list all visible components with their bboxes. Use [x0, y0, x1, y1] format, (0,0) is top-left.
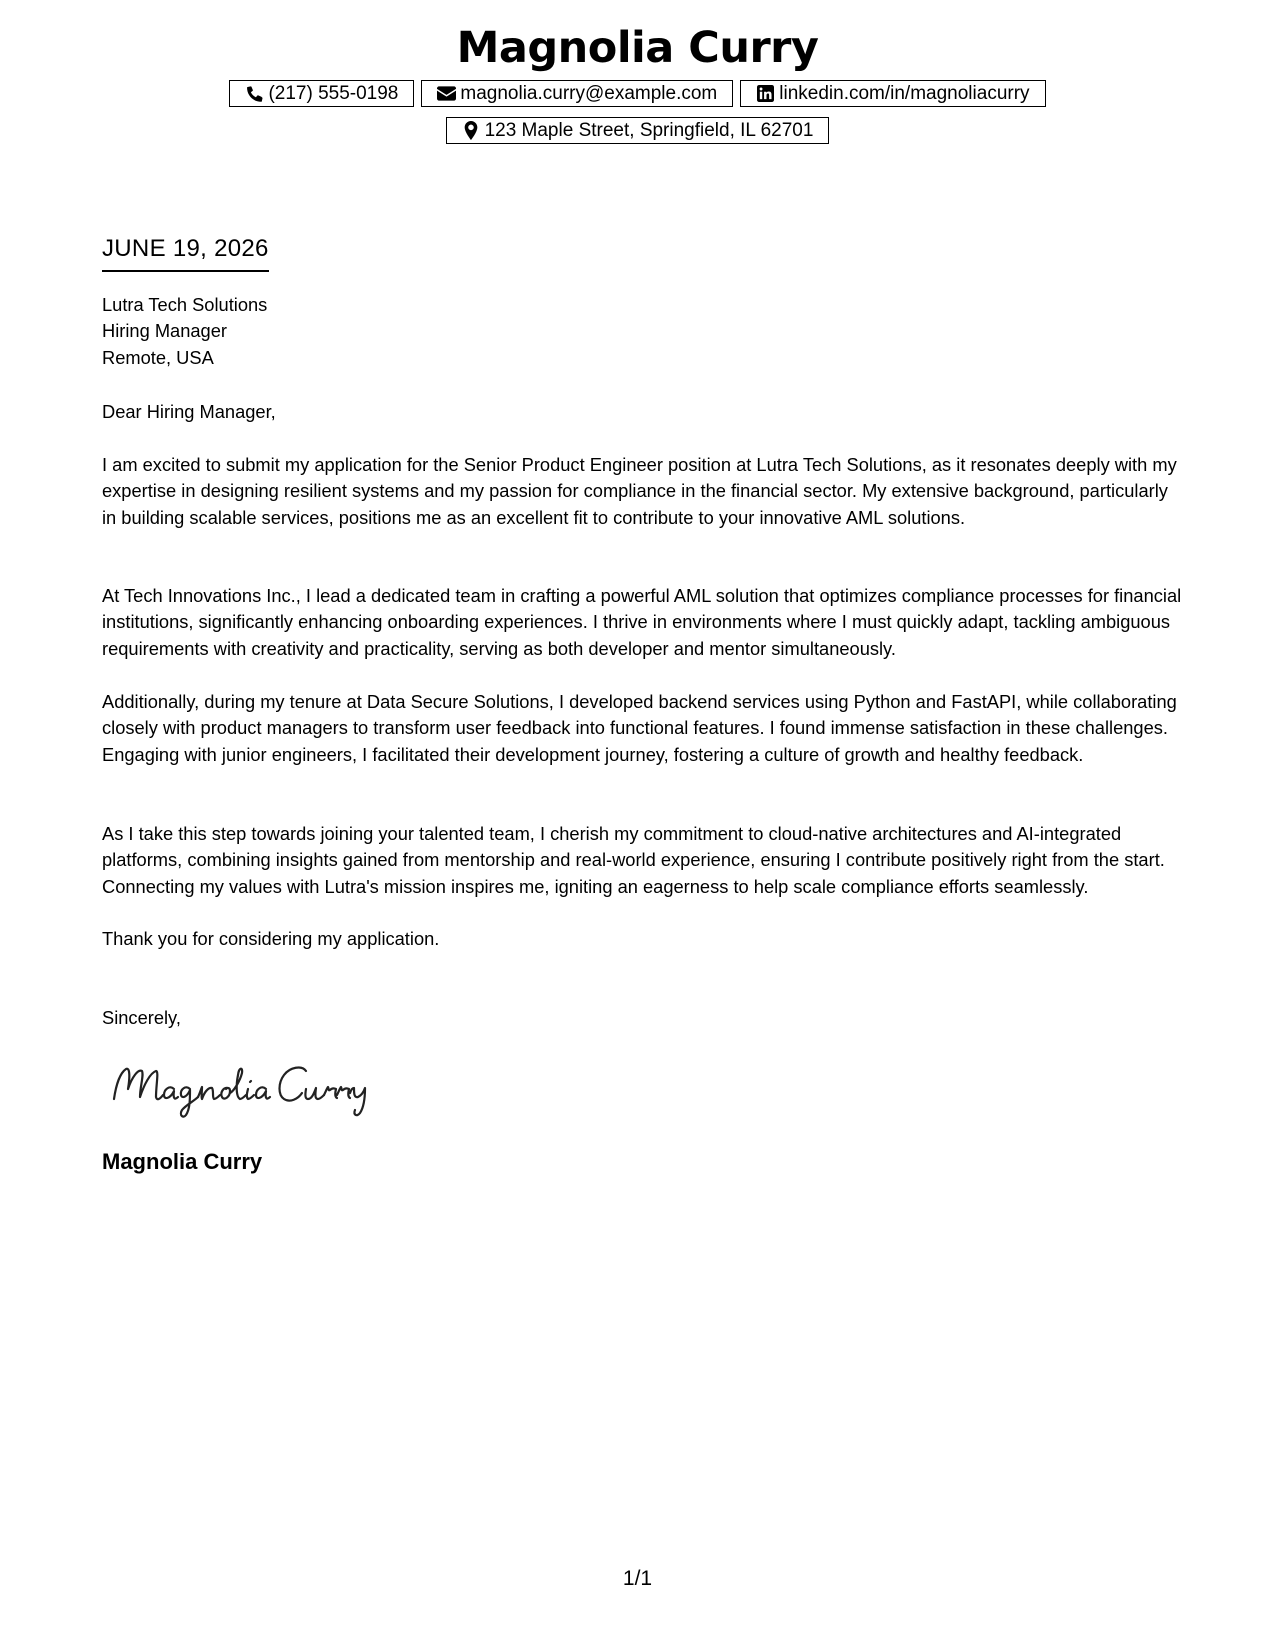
linkedin-icon: [756, 84, 775, 103]
applicant-name-heading: Magnolia Curry: [456, 23, 819, 73]
map-marker-icon: [462, 121, 481, 140]
recipient-location: Remote, USA: [102, 346, 214, 368]
thanks-line: Thank you for considering my application.: [102, 928, 440, 949]
phone-text: (217) 555-0198: [268, 83, 399, 104]
contact-row-secondary: [0, 117, 1275, 144]
linkedin-chip[interactable]: [740, 80, 1045, 107]
linkedin-text: linkedin.com/in/magnoliacurry: [779, 83, 1030, 104]
body-paragraph-4: As I take this step towards joining your talented team, I cherish my commitment to cloud-native architectures and AI-integrated platforms, combining insights gained from mentorship and real-world experience, ensuring I contribute positively right from the start. Connecting my values with Lutra's mission inspires me, igniting an eagerness to help scale compliance efforts seamlessly.: [102, 823, 1165, 897]
page-number: 1/1: [622, 1567, 653, 1590]
address-chip[interactable]: [446, 117, 830, 144]
body-paragraph-2: At Tech Innovations Inc., I lead a dedicated team in crafting a powerful AML solution that optimizes compliance processes for financial institutions, significantly enhancing onboarding experiences. I thrive in environments where I must quickly adapt, tackling ambiguous requirements with creativity and practicality, serving as both developer and mentor simultaneously.: [102, 585, 1182, 659]
envelope-icon: [437, 84, 456, 103]
recipient-address-block: [102, 292, 1182, 371]
phone-chip[interactable]: [229, 80, 414, 107]
body-paragraph-3: Additionally, during my tenure at Data Secure Solutions, I developed backend services using Python and FastAPI, while collaborating closely with product managers to transform user feedback into functional features. I found immense satisfaction in these challenges. Engaging with junior engineers, I facilitated their development journey, fostering a culture of growth and healthy feedback.: [102, 691, 1177, 765]
letter-date: JUNE 19, 2026: [102, 234, 269, 272]
recipient-company: Lutra Tech Solutions: [102, 294, 268, 315]
body-paragraph-1: I am excited to submit my application for the Senior Product Engineer position at Lutra Tech Solutions, as it resonates deeply with my expertise in designing resilient systems and my passion for compliance in the financial sector. My extensive background, particularly in building scalable services, positions me as an excellent fit to contribute to your innovative AML solutions.: [102, 454, 1177, 528]
typed-signature-name: Magnolia Curry: [102, 1149, 263, 1174]
address-text: 123 Maple Street, Springfield, IL 62701: [484, 120, 814, 141]
email-text: magnolia.curry@example.com: [460, 83, 718, 104]
salutation: Dear Hiring Manager,: [102, 401, 276, 422]
phone-icon: [245, 84, 264, 103]
email-chip[interactable]: [421, 80, 733, 107]
contact-row-primary: [0, 80, 1275, 107]
closing-line: Sincerely,: [102, 1007, 181, 1028]
recipient-title: Hiring Manager: [102, 320, 227, 342]
handwritten-signature: [106, 1055, 376, 1125]
